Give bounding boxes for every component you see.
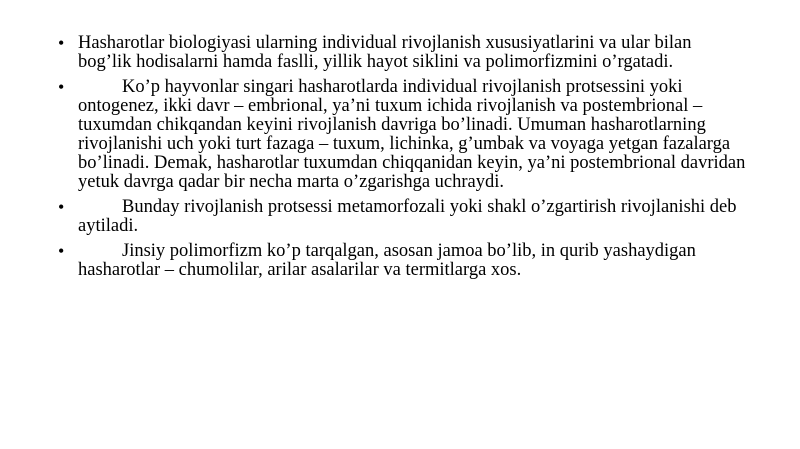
bullet-marker: • [58,197,65,217]
bullet-text: Bunday rivojlanish protsessi metamorfozali yoki shakl o’zgartirish rivojlanishi deb aytiladi. [78,197,737,236]
bullet-marker: • [58,241,65,261]
bullet-item [58,198,748,236]
bullet-text: Ko’p hayvonlar singari hasharotlarda individual rivojlanish protsessini yoki ontogenez, ikki davr – embrional, ya’ni tuxum ichida rivojlanish va postembrional – tuxumdan chikqandan keyini rivojlanish davriga bo’linadi. Umuman hasharotlarning rivojlanishi uch yoki turt fazaga – tuxum, lichinka, g’umbak va voyaga yetgan fazalarga bo’linadi. Demak, hasharotlar tuxumdan chiqqanidan keyin, ya’ni postembrional davridan yetuk davrga qadar bir necha marta o’zgarishga uchraydi. [78,77,746,192]
bullet-text: Hasharotlar biologiyasi ularning individual rivojlanish xususiyatlarini va ular bilan bog’lik hodisalarni hamda faslli, yillik hayot siklini va polimorfizmini o’rgatadi. [78,33,692,72]
bullet-item [58,34,748,72]
bullet-item [58,242,748,280]
bullet-list [58,34,748,286]
bullet-marker: • [58,77,65,97]
bullet-item [58,78,748,192]
bullet-marker: • [58,33,65,53]
bullet-text: Jinsiy polimorfizm ko’p tarqalgan, asosan jamoa bo’lib, in qurib yashaydigan hasharotlar – chumolilar, arilar asalarilar va termitlarga xos. [78,241,696,280]
